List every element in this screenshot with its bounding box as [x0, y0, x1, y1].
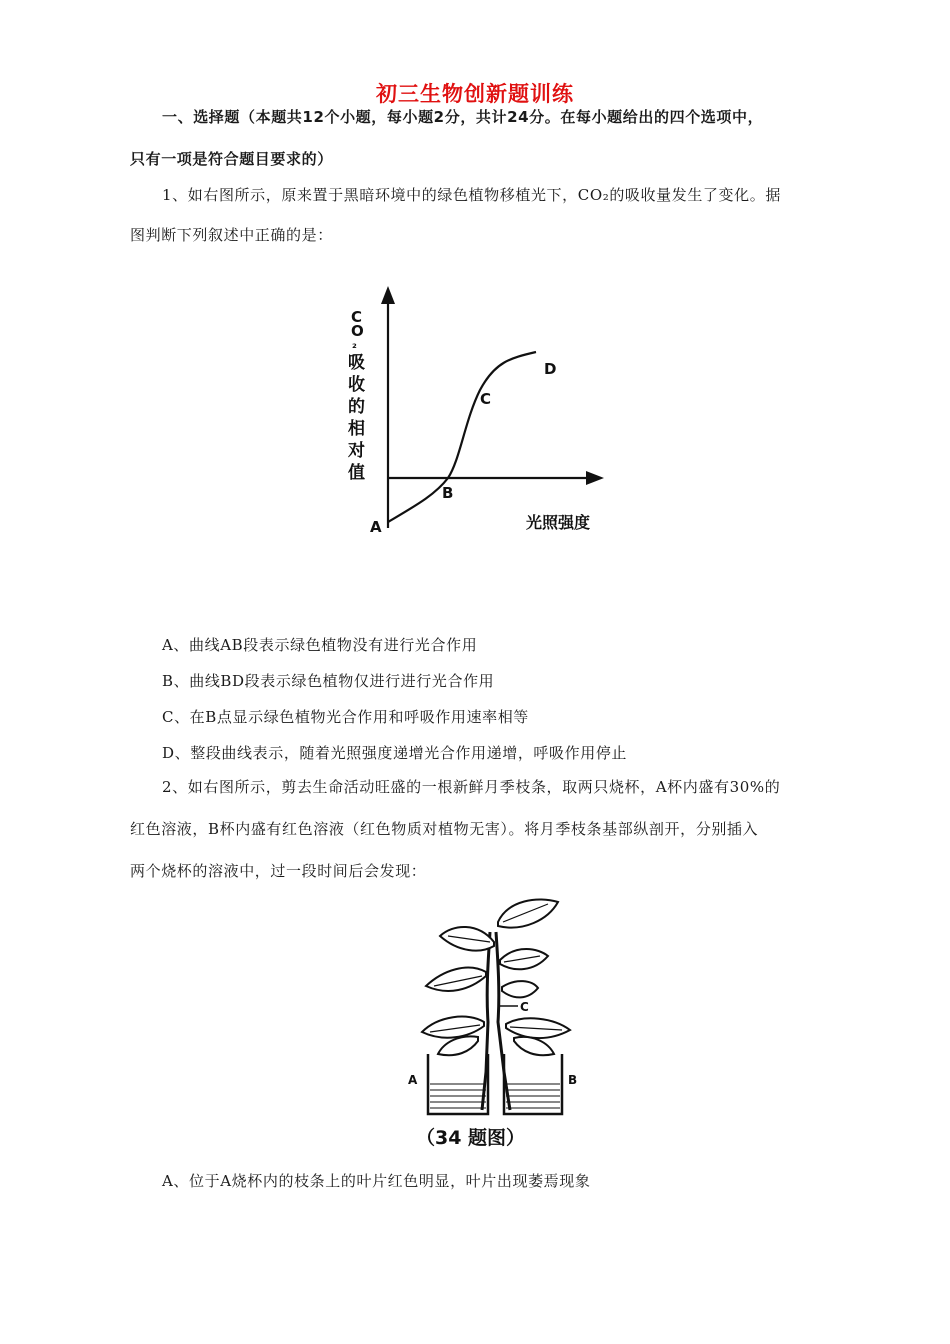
y-label-char: C	[351, 308, 363, 326]
q2-stem-line3: 两个烧杯的溶液中，过一段时间后会发现：	[130, 862, 427, 880]
x-axis-arrow	[586, 471, 604, 485]
q1-figure-co2-curve	[330, 270, 630, 590]
q1-option-c: C、在B点显示绿色植物光合作用和呼吸作用速率相等	[162, 708, 529, 726]
q1-stem-line2: 图判断下列叙述中正确的是：	[130, 226, 333, 244]
q2-stem-line2: 红色溶液，B杯内盛有红色溶液（红色物质对植物无害）。将月季枝条基部纵剖开，分别插入	[130, 820, 759, 838]
leaves	[422, 899, 570, 1055]
q2-stem-line1: 2、如右图所示，剪去生命活动旺盛的一根新鲜月季枝条，取两只烧杯，A杯内盛有30%的	[162, 778, 781, 796]
q1-option-d: D、整段曲线表示，随着光照强度递增光合作用递增，呼吸作用停止	[162, 744, 628, 762]
y-label-char: 收	[348, 375, 365, 395]
q2-option-a: A、位于A烧杯内的枝条上的叶片红色明显，叶片出现萎焉现象	[162, 1172, 591, 1190]
y-label-char: 的	[348, 397, 365, 417]
section-heading-line2: 只有一项是符合题目要求的）	[130, 150, 333, 168]
co2-curve	[388, 352, 536, 522]
y-axis-arrow	[381, 286, 395, 304]
q1-option-b: B、曲线BD段表示绿色植物仅进行进行光合作用	[162, 672, 495, 690]
beaker-b-solution	[506, 1084, 560, 1108]
page-title: 初三生物创新题训练	[376, 82, 574, 106]
point-label-d: D	[544, 360, 557, 378]
figure-caption: （34 题图）	[416, 1127, 526, 1149]
point-label-a: A	[370, 518, 382, 536]
point-label-b: B	[442, 484, 454, 502]
y-label-char: 对	[348, 441, 365, 461]
leaf-veins	[430, 904, 562, 1032]
y-axis-label	[348, 308, 365, 483]
q2-figure-plant-beakers	[398, 892, 598, 1154]
y-label-char: O	[351, 322, 364, 340]
point-label-c: C	[480, 390, 492, 408]
beaker-a-solution	[430, 1084, 486, 1108]
y-label-char: 相	[348, 419, 365, 439]
label-a: A	[408, 1073, 418, 1087]
label-c: C	[520, 1000, 529, 1014]
label-b: B	[568, 1073, 578, 1087]
x-axis-label: 光照强度	[526, 513, 591, 532]
y-label-char: 吸	[348, 353, 365, 373]
y-label-char: 值	[348, 463, 365, 483]
q1-stem-line1: 1、如右图所示，原来置于黑暗环境中的绿色植物移植光下，CO₂的吸收量发生了变化。据	[162, 186, 781, 204]
q1-option-a: A、曲线AB段表示绿色植物没有进行光合作用	[162, 636, 478, 654]
section-heading-line1: 一、选择题（本题共12个小题，每小题2分，共计24分。在每小题给出的四个选项中，	[162, 108, 764, 126]
y-label-char: ₂	[352, 338, 357, 351]
